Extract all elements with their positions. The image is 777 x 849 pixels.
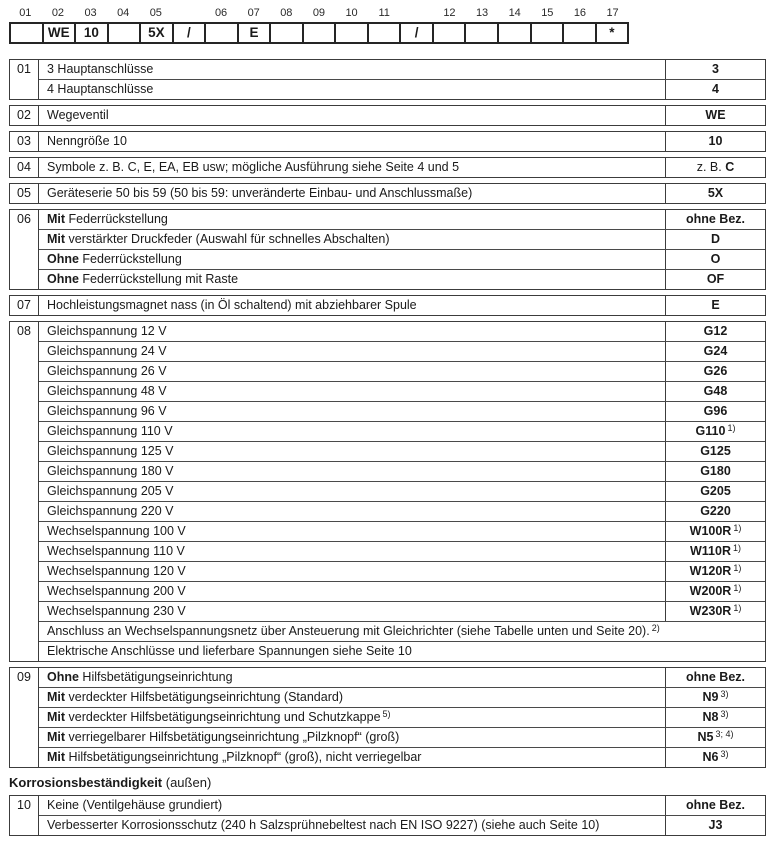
code-value: N6	[702, 750, 719, 764]
row-code	[666, 796, 765, 815]
code-value: N8	[702, 710, 719, 724]
section-number: 09	[10, 668, 39, 767]
description-text: verriegelbarer Hilfsbetätigungseinrichtung „Pilzknopf“ (groß)	[65, 730, 400, 744]
description-text: Nenngröße 10	[47, 134, 127, 148]
corrosion-resistance-heading	[9, 775, 769, 790]
grid-col-label-separator	[401, 6, 434, 20]
code-value: G125	[700, 444, 731, 458]
description-text: Gleichspannung 125 V	[47, 444, 174, 458]
section-number: 06	[10, 210, 39, 289]
row-description	[39, 642, 765, 661]
row-code	[666, 322, 765, 341]
description-text: Gleichspannung 205 V	[47, 484, 174, 498]
code-value: G24	[703, 344, 728, 358]
code-value: G180	[700, 464, 731, 478]
grid-col-label-16: 16	[573, 7, 587, 19]
table-row	[39, 362, 765, 382]
grid-cell-separator: /	[401, 24, 434, 42]
table-row	[39, 132, 765, 151]
row-description	[39, 748, 666, 767]
row-code	[666, 816, 765, 835]
table-row	[39, 402, 765, 422]
description-text: verstärkter Druckfeder (Auswahl für schnelles Abschalten)	[65, 232, 390, 246]
table-row	[39, 106, 765, 125]
table-row	[39, 422, 765, 442]
code-value: W230R	[689, 604, 732, 618]
table-row	[39, 230, 765, 250]
code-value: 3	[712, 62, 719, 76]
row-description	[39, 462, 666, 481]
description-text: Wechselspannung 100 V	[47, 524, 186, 538]
description-text: Gleichspannung 12 V	[47, 324, 167, 338]
row-description	[39, 270, 666, 289]
ordering-table-sections	[9, 59, 769, 836]
grid-col-label-07: 07	[247, 7, 260, 19]
table-row	[39, 382, 765, 402]
row-code	[666, 230, 765, 249]
code-prefix: z. B.	[696, 160, 726, 174]
row-description	[39, 342, 666, 361]
description-bold-lead: Ohne	[47, 272, 79, 286]
row-description	[39, 158, 666, 177]
grid-cell-10	[336, 24, 369, 42]
grid-cell-11	[369, 24, 402, 42]
grid-code-cells	[9, 22, 629, 44]
row-description	[39, 482, 666, 501]
description-text: Wechselspannung 110 V	[47, 544, 185, 558]
description-text: Wechselspannung 120 V	[47, 564, 186, 578]
code-value: ohne Bez.	[685, 670, 746, 684]
section-01	[9, 59, 766, 100]
grid-col-label-12: 12	[443, 7, 456, 19]
row-description	[39, 362, 666, 381]
code-value: ohne Bez.	[685, 212, 746, 226]
section-02	[9, 105, 766, 126]
description-text: verdeckter Hilfsbetätigungseinrichtung (Standard)	[65, 690, 343, 704]
table-row	[39, 582, 765, 602]
description-bold-lead: Mit	[47, 212, 66, 226]
description-bold-lead: Mit	[47, 232, 66, 246]
code-footnote-superscript: 3)	[720, 709, 729, 719]
row-description	[39, 422, 666, 441]
description-footnote-superscript: 2)	[651, 623, 660, 633]
row-code	[666, 342, 765, 361]
row-code	[666, 60, 765, 79]
description-text: Gleichspannung 26 V	[47, 364, 167, 378]
row-description	[39, 602, 666, 621]
row-description	[39, 708, 666, 727]
code-value: C	[725, 160, 735, 174]
grid-cell-01	[11, 24, 44, 42]
code-value: G205	[700, 484, 731, 498]
row-description	[39, 296, 666, 315]
row-description	[39, 816, 666, 835]
table-row	[39, 322, 765, 342]
row-description	[39, 688, 666, 707]
code-value: J3	[708, 818, 723, 832]
grid-col-label-11: 11	[378, 7, 390, 19]
row-description	[39, 106, 666, 125]
grid-cell-14	[499, 24, 532, 42]
section-number: 07	[10, 296, 39, 315]
row-code	[666, 668, 765, 687]
row-code	[666, 442, 765, 461]
code-value: N9	[702, 690, 719, 704]
table-row	[39, 728, 765, 748]
grid-col-label-03: 03	[84, 7, 97, 19]
grid-col-label-15: 15	[541, 7, 554, 19]
row-code	[666, 362, 765, 381]
description-text: Federrückstellung	[65, 212, 168, 226]
description-bold-lead: Mit	[47, 750, 66, 764]
table-row	[39, 184, 765, 203]
row-code	[666, 106, 765, 125]
grid-cell-17: *	[609, 25, 615, 40]
row-description	[39, 230, 666, 249]
description-bold-lead: Ohne	[47, 670, 79, 684]
description-bold-lead: Mit	[47, 710, 66, 724]
row-code	[666, 210, 765, 229]
row-description	[39, 382, 666, 401]
row-description	[39, 132, 666, 151]
row-description	[39, 668, 666, 687]
code-value: ohne Bez.	[685, 798, 746, 812]
ordering-code-grid	[9, 6, 769, 44]
row-code	[666, 602, 765, 621]
row-description	[39, 322, 666, 341]
section-number: 02	[10, 106, 39, 125]
code-value: 5X	[707, 186, 724, 200]
grid-cell-separator: /	[174, 24, 207, 42]
table-row	[39, 482, 765, 502]
code-footnote-superscript: 1)	[733, 583, 742, 593]
row-description	[39, 796, 666, 815]
heading-normal-text: (außen)	[162, 775, 212, 790]
row-code	[666, 522, 765, 541]
grid-col-label-04: 04	[117, 7, 130, 19]
description-text: Gleichspannung 48 V	[47, 384, 167, 398]
grid-column-labels	[9, 6, 629, 20]
row-code	[666, 296, 765, 315]
section-08	[9, 321, 766, 662]
row-description	[39, 184, 666, 203]
table-row	[39, 158, 765, 177]
section-07	[9, 295, 766, 316]
code-footnote-superscript: 3; 4)	[715, 729, 734, 739]
grid-col-label-01: 01	[19, 7, 32, 19]
description-footnote-superscript: 5)	[382, 709, 391, 719]
description-text: Gleichspannung 24 V	[47, 344, 167, 358]
grid-cell-07: E	[239, 24, 272, 42]
code-value: O	[710, 252, 721, 266]
description-text: Keine (Ventilgehäuse grundiert)	[47, 798, 223, 812]
description-bold-lead: Mit	[47, 730, 66, 744]
description-text: Anschluss an Wechselspannungsnetz über Ansteuerung mit Gleichrichter (siehe Tabelle unten und Seite 20).	[47, 624, 650, 638]
section-number: 01	[10, 60, 39, 99]
table-row	[39, 522, 765, 542]
section-05	[9, 183, 766, 204]
row-code	[666, 688, 765, 707]
table-row	[39, 442, 765, 462]
table-row	[39, 748, 765, 767]
row-code	[666, 382, 765, 401]
description-text: Federrückstellung mit Raste	[78, 272, 239, 286]
table-row	[39, 796, 765, 816]
table-row	[39, 210, 765, 230]
section-06	[9, 209, 766, 290]
row-code	[666, 250, 765, 269]
code-value: W100R	[689, 524, 732, 538]
row-code	[666, 502, 765, 521]
row-code	[666, 748, 765, 767]
description-text: Hochleistungsmagnet nass (in Öl schaltend) mit abziehbarer Spule	[47, 298, 417, 312]
code-footnote-superscript: 1)	[733, 523, 742, 533]
row-code	[666, 542, 765, 561]
table-row	[39, 542, 765, 562]
description-text: 4 Hauptanschlüsse	[47, 82, 154, 96]
code-value: D	[710, 232, 721, 246]
row-description	[39, 80, 666, 99]
code-value: WE	[705, 108, 726, 122]
row-description	[39, 728, 666, 747]
code-footnote-superscript: 3)	[720, 749, 729, 759]
grid-col-label-separator	[172, 6, 205, 20]
table-row	[39, 250, 765, 270]
description-text: Federrückstellung	[78, 252, 182, 266]
code-footnote-superscript: 1)	[732, 543, 741, 553]
grid-cell-12	[434, 24, 467, 42]
section-number: 08	[10, 322, 39, 661]
row-code	[666, 158, 765, 177]
row-description	[39, 582, 666, 601]
row-code	[666, 708, 765, 727]
row-description	[39, 210, 666, 229]
grid-cell-02: WE	[44, 24, 77, 42]
table-row	[39, 642, 765, 661]
code-footnote-superscript: 1)	[733, 603, 742, 613]
code-value: 4	[712, 82, 719, 96]
code-value: G96	[703, 404, 728, 418]
code-value: G48	[703, 384, 728, 398]
code-footnote-superscript: 3)	[720, 689, 729, 699]
description-text: Gleichspannung 96 V	[47, 404, 167, 418]
grid-cell-03: 10	[76, 24, 109, 42]
code-value: G12	[703, 324, 728, 338]
grid-col-label-14: 14	[508, 7, 521, 19]
section-number: 04	[10, 158, 39, 177]
description-text: Wechselspannung 230 V	[47, 604, 186, 618]
grid-cell-15	[532, 24, 565, 42]
table-row	[39, 816, 765, 835]
row-description	[39, 622, 765, 641]
description-bold-lead: Mit	[47, 690, 66, 704]
code-value: 10	[708, 134, 723, 148]
table-row	[39, 562, 765, 582]
code-value: N5	[697, 730, 714, 744]
description-text: Verbesserter Korrosionsschutz (240 h Salzsprühnebeltest nach EN ISO 9227) (siehe auch Seite 10)	[47, 818, 600, 832]
row-code	[666, 132, 765, 151]
row-description	[39, 522, 666, 541]
table-row	[39, 462, 765, 482]
description-text: Wegeventil	[47, 108, 109, 122]
description-text: 3 Hauptanschlüsse	[47, 62, 154, 76]
row-description	[39, 562, 666, 581]
heading-bold-text: Korrosionsbeständigkeit	[9, 775, 163, 790]
code-value: W200R	[689, 584, 732, 598]
grid-col-label-10: 10	[345, 7, 358, 19]
grid-col-label-13: 13	[475, 7, 489, 19]
section-04	[9, 157, 766, 178]
code-value: OF	[706, 272, 725, 286]
grid-cell-08	[271, 24, 304, 42]
row-description	[39, 502, 666, 521]
description-text: verdeckter Hilfsbetätigungseinrichtung und Schutzkappe	[65, 710, 381, 724]
description-text: Gleichspannung 110 V	[47, 424, 173, 438]
section-number: 10	[10, 796, 39, 835]
table-row	[39, 502, 765, 522]
row-code	[666, 582, 765, 601]
table-row	[39, 708, 765, 728]
description-bold-lead: Ohne	[47, 252, 79, 266]
table-row	[39, 622, 765, 642]
grid-cell-16	[564, 24, 597, 42]
grid-col-label-06: 06	[214, 7, 228, 19]
row-code	[666, 80, 765, 99]
grid-cell-13	[466, 24, 499, 42]
grid-col-label-09: 09	[312, 7, 326, 19]
row-description	[39, 442, 666, 461]
row-code	[666, 482, 765, 501]
section-03	[9, 131, 766, 152]
row-description	[39, 402, 666, 421]
description-text: Hilfsbetätigungseinrichtung	[78, 670, 233, 684]
grid-cell-06	[206, 24, 239, 42]
table-row	[39, 60, 765, 80]
table-row	[39, 296, 765, 315]
row-code	[666, 562, 765, 581]
description-text: Symbole z. B. C, E, EA, EB usw; mögliche Ausführung siehe Seite 4 und 5	[47, 160, 460, 174]
table-row	[39, 80, 765, 99]
row-description	[39, 60, 666, 79]
section-09	[9, 667, 766, 768]
code-value: W110R	[689, 544, 731, 558]
table-row	[39, 602, 765, 622]
grid-cell-05: 5X	[141, 24, 174, 42]
row-description	[39, 542, 666, 561]
grid-col-label-05: 05	[149, 7, 162, 19]
table-row	[39, 270, 765, 289]
section-10	[9, 795, 766, 836]
code-value: W120R	[689, 564, 732, 578]
row-code	[666, 422, 765, 441]
description-text: Hilfsbetätigungseinrichtung „Pilzknopf“ (groß), nicht verriegelbar	[65, 750, 422, 764]
code-value: G110	[695, 424, 726, 438]
table-row	[39, 342, 765, 362]
table-row	[39, 668, 765, 688]
code-value: G26	[703, 364, 728, 378]
grid-col-label-02: 02	[51, 7, 65, 19]
row-code	[666, 270, 765, 289]
row-code	[666, 184, 765, 203]
grid-col-label-08: 08	[280, 7, 293, 19]
row-description	[39, 250, 666, 269]
row-code	[666, 462, 765, 481]
description-text: Geräteserie 50 bis 59 (50 bis 59: unveränderte Einbau- und Anschlussmaße)	[47, 186, 473, 200]
table-row	[39, 688, 765, 708]
row-code	[666, 728, 765, 747]
code-footnote-superscript: 1)	[727, 423, 736, 433]
code-footnote-superscript: 1)	[733, 563, 742, 573]
grid-cell-09	[304, 24, 337, 42]
row-code	[666, 402, 765, 421]
grid-col-label-17: 17	[606, 7, 619, 19]
description-text: Gleichspannung 180 V	[47, 464, 174, 478]
grid-cell-04	[109, 24, 142, 42]
description-text: Wechselspannung 200 V	[47, 584, 186, 598]
description-text: Gleichspannung 220 V	[47, 504, 174, 518]
section-number: 03	[10, 132, 39, 151]
code-value: G220	[700, 504, 731, 518]
description-text: Elektrische Anschlüsse und lieferbare Spannungen siehe Seite 10	[47, 644, 412, 658]
section-number: 05	[10, 184, 39, 203]
code-value: E	[711, 298, 720, 312]
